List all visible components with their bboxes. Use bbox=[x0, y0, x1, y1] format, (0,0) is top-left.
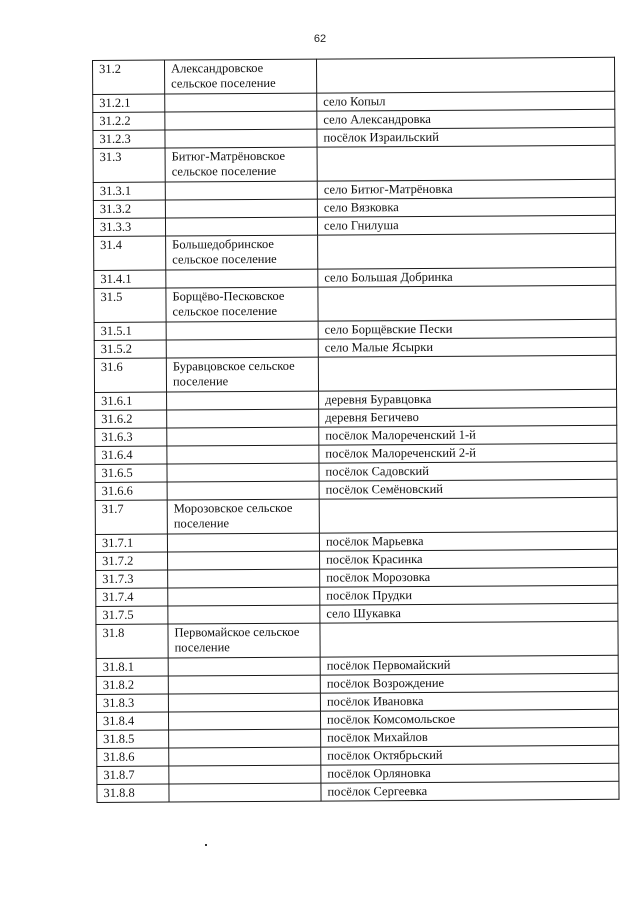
locality-name-cell: посёлок Ивановка bbox=[320, 691, 618, 711]
settlement-name-cell: Буравцовское сельское поселение bbox=[166, 357, 318, 392]
settlement-name-cell: Александровское сельское поселение bbox=[165, 59, 317, 94]
row-number-cell: 31.8.4 bbox=[96, 712, 168, 730]
settlement-row bbox=[94, 233, 616, 270]
row-number-cell: 31.6.5 bbox=[95, 464, 167, 482]
locality-name-cell: посёлок Прудки bbox=[320, 585, 618, 605]
row-number-cell: 31.3 bbox=[93, 148, 165, 182]
row-number-cell: 31.5 bbox=[94, 288, 166, 322]
settlement-name-cell bbox=[166, 269, 318, 288]
locality-name-cell: посёлок Морозовка bbox=[320, 567, 618, 587]
settlement-row bbox=[95, 497, 617, 534]
locality-name-cell: село Малые Ясырки bbox=[318, 337, 616, 357]
page-number: 62 bbox=[313, 33, 327, 45]
settlement-name-cell bbox=[169, 765, 321, 784]
locality-name-cell: село Гнилуша bbox=[317, 215, 615, 235]
settlement-name-cell bbox=[165, 199, 317, 218]
settlement-name-cell bbox=[167, 427, 319, 446]
locality-name-cell: посёлок Орляновка bbox=[321, 763, 619, 783]
row-number-cell: 31.8.2 bbox=[96, 676, 168, 694]
settlement-name-cell bbox=[167, 463, 319, 482]
row-number-cell: 31.2.3 bbox=[93, 130, 165, 148]
settlement-name-cell bbox=[165, 129, 317, 148]
row-number-cell: 31.2.1 bbox=[93, 94, 165, 112]
locality-name-cell: посёлок Михайлов bbox=[321, 727, 619, 747]
row-number-cell: 31.3.1 bbox=[93, 182, 165, 200]
settlement-name-cell bbox=[169, 729, 321, 748]
row-number-cell: 31.5.1 bbox=[94, 322, 166, 340]
settlement-name-cell bbox=[167, 533, 319, 552]
settlement-name-cell bbox=[168, 693, 320, 712]
row-number-cell: 31.2.2 bbox=[93, 112, 165, 130]
locality-name-cell bbox=[318, 285, 616, 321]
scan-speck bbox=[205, 844, 207, 846]
row-number-cell: 31.5.2 bbox=[94, 340, 166, 358]
row-number-cell: 31.8 bbox=[96, 624, 168, 658]
locality-name-cell: село Вязковка bbox=[317, 197, 615, 217]
settlement-row bbox=[93, 57, 615, 94]
settlement-name-cell bbox=[168, 657, 320, 676]
settlement-row bbox=[94, 285, 616, 322]
locality-name-cell: село Большая Добринка bbox=[318, 267, 616, 287]
row-number-cell: 31.7.4 bbox=[96, 588, 168, 606]
settlement-name-cell bbox=[166, 339, 318, 358]
locality-name-cell: посёлок Красинка bbox=[320, 549, 618, 569]
locality-name-cell: посёлок Малореченский 2-й bbox=[319, 443, 617, 463]
locality-name-cell: село Александровка bbox=[317, 109, 615, 129]
locality-name-cell: посёлок Первомайский bbox=[320, 655, 618, 675]
settlement-row bbox=[94, 355, 616, 392]
settlement-name-cell: Битюг-Матрёновское сельское поселение bbox=[165, 147, 317, 182]
locality-name-cell: посёлок Комсомольское bbox=[320, 709, 618, 729]
settlement-row bbox=[96, 621, 618, 658]
locality-name-cell bbox=[317, 145, 615, 181]
locality-name-cell: село Битюг-Матрёновка bbox=[317, 179, 615, 199]
row-number-cell: 31.7.2 bbox=[96, 552, 168, 570]
row-number-cell: 31.4 bbox=[94, 236, 166, 270]
locality-name-cell bbox=[316, 57, 614, 93]
row-number-cell: 31.8.6 bbox=[97, 748, 169, 766]
settlement-name-cell bbox=[165, 217, 317, 236]
table-body bbox=[93, 57, 620, 802]
row-number-cell: 31.3.3 bbox=[93, 218, 165, 236]
locality-name-cell: село Шукавка bbox=[320, 603, 618, 623]
locality-name-cell bbox=[320, 621, 618, 657]
row-number-cell: 31.6.6 bbox=[95, 482, 167, 500]
settlement-name-cell bbox=[168, 551, 320, 570]
row-number-cell: 31.6 bbox=[94, 358, 166, 392]
locality-name-cell bbox=[318, 355, 616, 391]
settlement-name-cell bbox=[168, 569, 320, 588]
settlement-name-cell bbox=[165, 181, 317, 200]
locality-name-cell: деревня Бегичево bbox=[319, 407, 617, 427]
row-number-cell: 31.8.7 bbox=[97, 766, 169, 784]
locality-name-cell: посёлок Сергеевка bbox=[321, 781, 619, 801]
settlement-name-cell: Борщёво-Песковское сельское поселение bbox=[166, 287, 318, 322]
settlement-name-cell bbox=[168, 587, 320, 606]
locality-name-cell: посёлок Октябрьский bbox=[321, 745, 619, 765]
locality-name-cell bbox=[318, 233, 616, 269]
row-number-cell: 31.6.4 bbox=[95, 446, 167, 464]
locality-name-cell: село Борщёвские Пески bbox=[318, 319, 616, 339]
row-number-cell: 31.8.8 bbox=[97, 784, 169, 802]
locality-row bbox=[97, 781, 619, 802]
row-number-cell: 31.6.2 bbox=[95, 410, 167, 428]
settlement-name-cell bbox=[167, 481, 319, 500]
locality-name-cell: посёлок Возрождение bbox=[320, 673, 618, 693]
row-number-cell: 31.7.1 bbox=[95, 534, 167, 552]
settlement-name-cell bbox=[168, 675, 320, 694]
locality-name-cell: деревня Буравцовка bbox=[319, 389, 617, 409]
settlement-name-cell bbox=[165, 93, 317, 112]
row-number-cell: 31.4.1 bbox=[94, 270, 166, 288]
settlement-name-cell: Первомайское сельское поселение bbox=[168, 623, 320, 658]
settlement-row bbox=[93, 145, 615, 182]
settlement-name-cell bbox=[166, 321, 318, 340]
locality-name-cell: посёлок Семёновский bbox=[319, 479, 617, 499]
settlement-name-cell bbox=[168, 605, 320, 624]
settlement-name-cell bbox=[168, 711, 320, 730]
settlement-name-cell bbox=[167, 445, 319, 464]
settlement-name-cell: Большедобринское сельское поселение bbox=[166, 235, 318, 270]
row-number-cell: 31.8.3 bbox=[96, 694, 168, 712]
row-number-cell: 31.6.3 bbox=[95, 428, 167, 446]
locality-name-cell: посёлок Малореченский 1-й bbox=[319, 425, 617, 445]
row-number-cell: 31.8.1 bbox=[96, 658, 168, 676]
row-number-cell: 31.6.1 bbox=[95, 392, 167, 410]
settlement-name-cell bbox=[165, 111, 317, 130]
locality-name-cell: село Копыл bbox=[317, 91, 615, 111]
settlement-name-cell bbox=[169, 783, 321, 802]
locality-name-cell bbox=[319, 497, 617, 533]
row-number-cell: 31.7 bbox=[95, 500, 167, 534]
settlement-name-cell bbox=[167, 391, 319, 410]
row-number-cell: 31.7.3 bbox=[96, 570, 168, 588]
row-number-cell: 31.3.2 bbox=[93, 200, 165, 218]
row-number-cell: 31.8.5 bbox=[97, 730, 169, 748]
settlement-name-cell: Морозовское сельское поселение bbox=[167, 499, 319, 534]
settlement-name-cell bbox=[167, 409, 319, 428]
locality-name-cell: посёлок Израильский bbox=[317, 127, 615, 147]
locality-name-cell: посёлок Садовский bbox=[319, 461, 617, 481]
settlements-table bbox=[92, 57, 620, 803]
locality-name-cell: посёлок Марьевка bbox=[319, 531, 617, 551]
row-number-cell: 31.7.5 bbox=[96, 606, 168, 624]
settlement-name-cell bbox=[169, 747, 321, 766]
row-number-cell: 31.2 bbox=[93, 60, 165, 94]
